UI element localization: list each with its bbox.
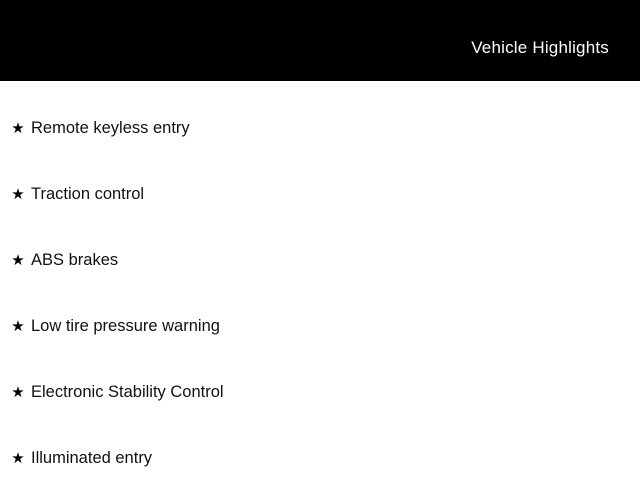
page-header [0, 0, 640, 81]
star-icon: ★ [11, 449, 25, 467]
list-item [0, 293, 640, 359]
list-item [0, 425, 640, 491]
list-item-label: Illuminated entry [31, 448, 153, 467]
star-icon: ★ [11, 119, 25, 137]
list-item [0, 359, 640, 425]
list-item [0, 227, 640, 293]
list-item-label: Electronic Stability Control [31, 382, 224, 401]
star-icon: ★ [11, 383, 25, 401]
star-icon: ★ [11, 251, 25, 269]
list-item [0, 161, 640, 227]
list-item-label: Remote keyless entry [31, 118, 190, 137]
star-icon: ★ [11, 185, 25, 203]
vehicle-highlights-list [0, 95, 640, 491]
list-item-label: Traction control [31, 184, 145, 203]
list-item-label: Low tire pressure warning [31, 316, 220, 335]
list-item [0, 95, 640, 161]
list-item-label: ABS brakes [31, 250, 119, 269]
page-title: Vehicle Highlights [471, 37, 609, 57]
star-icon: ★ [11, 317, 25, 335]
